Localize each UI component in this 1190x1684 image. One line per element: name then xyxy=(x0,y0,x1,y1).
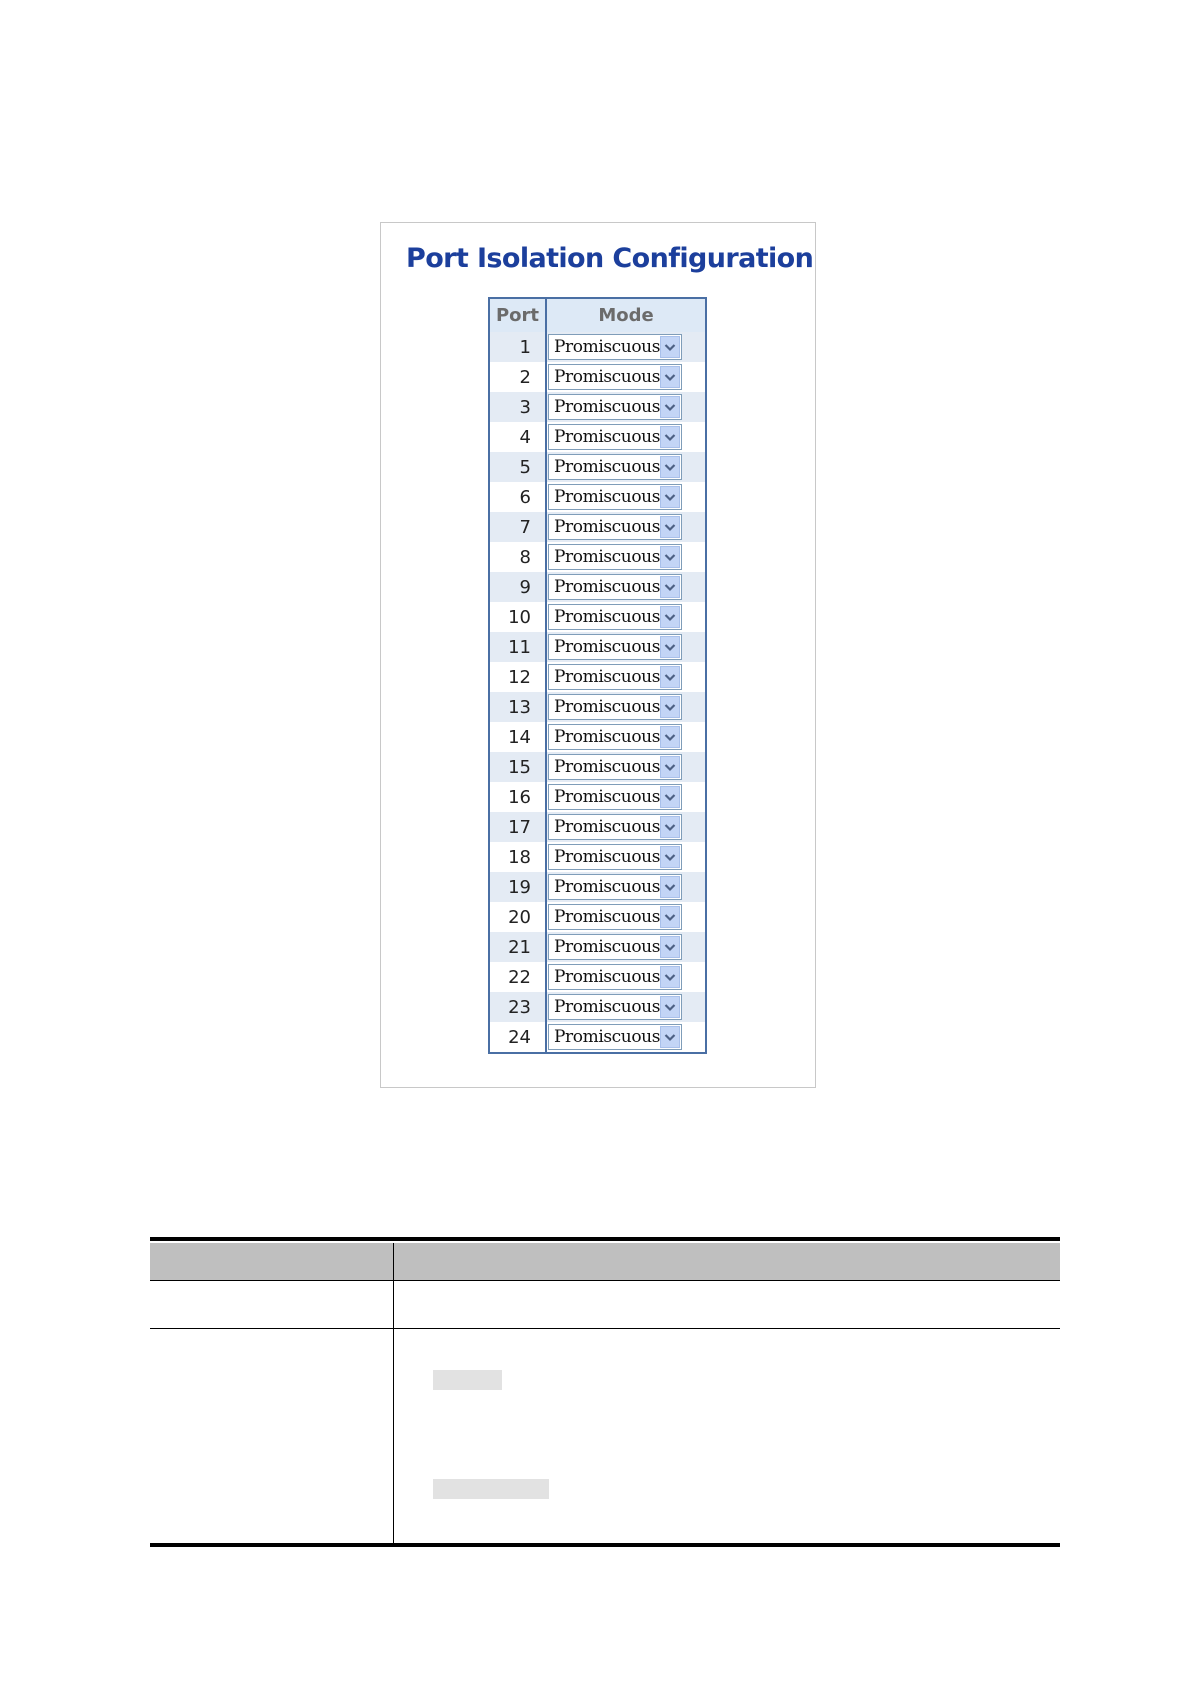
chevron-down-icon[interactable] xyxy=(660,936,680,958)
port-number: 21 xyxy=(489,932,546,962)
mode-select[interactable] xyxy=(548,334,682,360)
port-number: 24 xyxy=(489,1022,546,1053)
table-row xyxy=(489,542,706,572)
description-table xyxy=(150,1237,1060,1549)
chevron-down-icon[interactable] xyxy=(660,636,680,658)
chevron-down-icon[interactable] xyxy=(660,726,680,748)
mode-select-value: Promiscuous xyxy=(554,877,660,897)
chevron-down-icon[interactable] xyxy=(660,876,680,898)
chevron-down-icon[interactable] xyxy=(660,576,680,598)
table-row xyxy=(489,602,706,632)
mode-select-value: Promiscuous xyxy=(554,1027,660,1047)
mode-select[interactable] xyxy=(548,754,682,780)
chevron-down-icon[interactable] xyxy=(660,366,680,388)
table-row xyxy=(489,362,706,392)
table-row xyxy=(489,512,706,542)
table-top-rule xyxy=(150,1237,1060,1241)
mode-select[interactable] xyxy=(548,544,682,570)
port-number: 16 xyxy=(489,782,546,812)
row-divider xyxy=(150,1280,1060,1281)
mode-select-value: Promiscuous xyxy=(554,937,660,957)
table-row xyxy=(489,332,706,362)
port-number: 10 xyxy=(489,602,546,632)
mode-select-value: Promiscuous xyxy=(554,637,660,657)
mode-cell xyxy=(546,392,706,422)
mode-select-value: Promiscuous xyxy=(554,397,660,417)
mode-select[interactable] xyxy=(548,934,682,960)
mode-select[interactable] xyxy=(548,634,682,660)
chevron-down-icon[interactable] xyxy=(660,906,680,928)
mode-cell xyxy=(546,902,706,932)
mode-select-value: Promiscuous xyxy=(554,997,660,1017)
row-divider xyxy=(150,1328,1060,1329)
table-header-row xyxy=(489,298,706,332)
chevron-down-icon[interactable] xyxy=(660,546,680,568)
mode-select[interactable] xyxy=(548,364,682,390)
mode-select-value: Promiscuous xyxy=(554,967,660,987)
chevron-down-icon[interactable] xyxy=(660,336,680,358)
mode-cell xyxy=(546,992,706,1022)
mode-select-value: Promiscuous xyxy=(554,577,660,597)
mode-cell xyxy=(546,842,706,872)
table-row xyxy=(489,632,706,662)
port-number: 9 xyxy=(489,572,546,602)
port-number: 5 xyxy=(489,452,546,482)
mode-select[interactable] xyxy=(548,424,682,450)
mode-cell xyxy=(546,932,706,962)
mode-cell xyxy=(546,962,706,992)
port-number: 22 xyxy=(489,962,546,992)
chevron-down-icon[interactable] xyxy=(660,846,680,868)
table-row xyxy=(489,782,706,812)
port-number: 18 xyxy=(489,842,546,872)
chevron-down-icon[interactable] xyxy=(660,996,680,1018)
mode-select-value: Promiscuous xyxy=(554,667,660,687)
port-number: 13 xyxy=(489,692,546,722)
mode-select[interactable] xyxy=(548,874,682,900)
mode-cell xyxy=(546,632,706,662)
port-number: 17 xyxy=(489,812,546,842)
mode-select[interactable] xyxy=(548,964,682,990)
chevron-down-icon[interactable] xyxy=(660,396,680,418)
table-row xyxy=(489,722,706,752)
chevron-down-icon[interactable] xyxy=(660,1026,680,1048)
port-number: 15 xyxy=(489,752,546,782)
mode-select-value: Promiscuous xyxy=(554,337,660,357)
option-highlight xyxy=(433,1370,502,1390)
mode-select-value: Promiscuous xyxy=(554,817,660,837)
mode-select[interactable] xyxy=(548,724,682,750)
chevron-down-icon[interactable] xyxy=(660,426,680,448)
mode-select[interactable] xyxy=(548,574,682,600)
mode-select[interactable] xyxy=(548,844,682,870)
mode-select[interactable] xyxy=(548,664,682,690)
chevron-down-icon[interactable] xyxy=(660,516,680,538)
mode-cell xyxy=(546,872,706,902)
port-number: 11 xyxy=(489,632,546,662)
mode-select-value: Promiscuous xyxy=(554,517,660,537)
column-header-port: Port xyxy=(489,298,546,332)
port-number: 4 xyxy=(489,422,546,452)
mode-select[interactable] xyxy=(548,1024,682,1050)
table-bottom-rule xyxy=(150,1543,1060,1547)
mode-select[interactable] xyxy=(548,514,682,540)
chevron-down-icon[interactable] xyxy=(660,456,680,478)
column-divider xyxy=(393,1243,394,1544)
table-header-band xyxy=(150,1243,1060,1280)
table-row xyxy=(489,392,706,422)
mode-select-value: Promiscuous xyxy=(554,697,660,717)
mode-cell xyxy=(546,332,706,362)
mode-select-value: Promiscuous xyxy=(554,427,660,447)
mode-cell xyxy=(546,572,706,602)
table-row xyxy=(489,812,706,842)
mode-cell xyxy=(546,512,706,542)
mode-cell xyxy=(546,812,706,842)
mode-select[interactable] xyxy=(548,904,682,930)
chevron-down-icon[interactable] xyxy=(660,486,680,508)
mode-select-value: Promiscuous xyxy=(554,487,660,507)
mode-select-value: Promiscuous xyxy=(554,547,660,567)
mode-cell xyxy=(546,752,706,782)
port-number: 1 xyxy=(489,332,546,362)
mode-cell xyxy=(546,422,706,452)
table-row xyxy=(489,932,706,962)
mode-select-value: Promiscuous xyxy=(554,757,660,777)
chevron-down-icon[interactable] xyxy=(660,606,680,628)
chevron-down-icon[interactable] xyxy=(660,966,680,988)
mode-select[interactable] xyxy=(548,484,682,510)
port-isolation-table xyxy=(488,297,707,1054)
mode-select[interactable] xyxy=(548,454,682,480)
mode-cell xyxy=(546,482,706,512)
mode-select-value: Promiscuous xyxy=(554,367,660,387)
port-number: 8 xyxy=(489,542,546,572)
port-number: 23 xyxy=(489,992,546,1022)
mode-select-value: Promiscuous xyxy=(554,787,660,807)
port-number: 7 xyxy=(489,512,546,542)
chevron-down-icon[interactable] xyxy=(660,696,680,718)
mode-cell xyxy=(546,362,706,392)
port-number: 6 xyxy=(489,482,546,512)
table-row xyxy=(489,482,706,512)
chevron-down-icon[interactable] xyxy=(660,756,680,778)
mode-cell xyxy=(546,542,706,572)
mode-select-value: Promiscuous xyxy=(554,847,660,867)
table-row xyxy=(489,1022,706,1053)
table-row xyxy=(489,452,706,482)
mode-select[interactable] xyxy=(548,784,682,810)
table-row xyxy=(489,572,706,602)
mode-cell xyxy=(546,602,706,632)
mode-select[interactable] xyxy=(548,994,682,1020)
port-number: 2 xyxy=(489,362,546,392)
mode-cell xyxy=(546,1022,706,1053)
table-row xyxy=(489,662,706,692)
mode-select[interactable] xyxy=(548,694,682,720)
table-row xyxy=(489,962,706,992)
mode-select[interactable] xyxy=(548,394,682,420)
table-row xyxy=(489,872,706,902)
mode-select[interactable] xyxy=(548,604,682,630)
mode-cell xyxy=(546,662,706,692)
mode-cell xyxy=(546,782,706,812)
mode-select-value: Promiscuous xyxy=(554,907,660,927)
mode-cell xyxy=(546,452,706,482)
mode-select-value: Promiscuous xyxy=(554,457,660,477)
port-number: 14 xyxy=(489,722,546,752)
port-number: 12 xyxy=(489,662,546,692)
table-row xyxy=(489,692,706,722)
mode-select[interactable] xyxy=(548,814,682,840)
table-row xyxy=(489,842,706,872)
mode-select-value: Promiscuous xyxy=(554,607,660,627)
mode-select-value: Promiscuous xyxy=(554,727,660,747)
table-row xyxy=(489,422,706,452)
port-number: 20 xyxy=(489,902,546,932)
column-header-mode: Mode xyxy=(546,298,706,332)
chevron-down-icon[interactable] xyxy=(660,786,680,808)
chevron-down-icon[interactable] xyxy=(660,666,680,688)
table-row xyxy=(489,902,706,932)
table-row xyxy=(489,992,706,1022)
table-row xyxy=(489,752,706,782)
page-title: Port Isolation Configuration xyxy=(406,243,814,274)
screenshot-frame xyxy=(380,222,816,1088)
port-number: 3 xyxy=(489,392,546,422)
option-highlight xyxy=(433,1479,549,1499)
port-number: 19 xyxy=(489,872,546,902)
mode-cell xyxy=(546,692,706,722)
mode-cell xyxy=(546,722,706,752)
chevron-down-icon[interactable] xyxy=(660,816,680,838)
